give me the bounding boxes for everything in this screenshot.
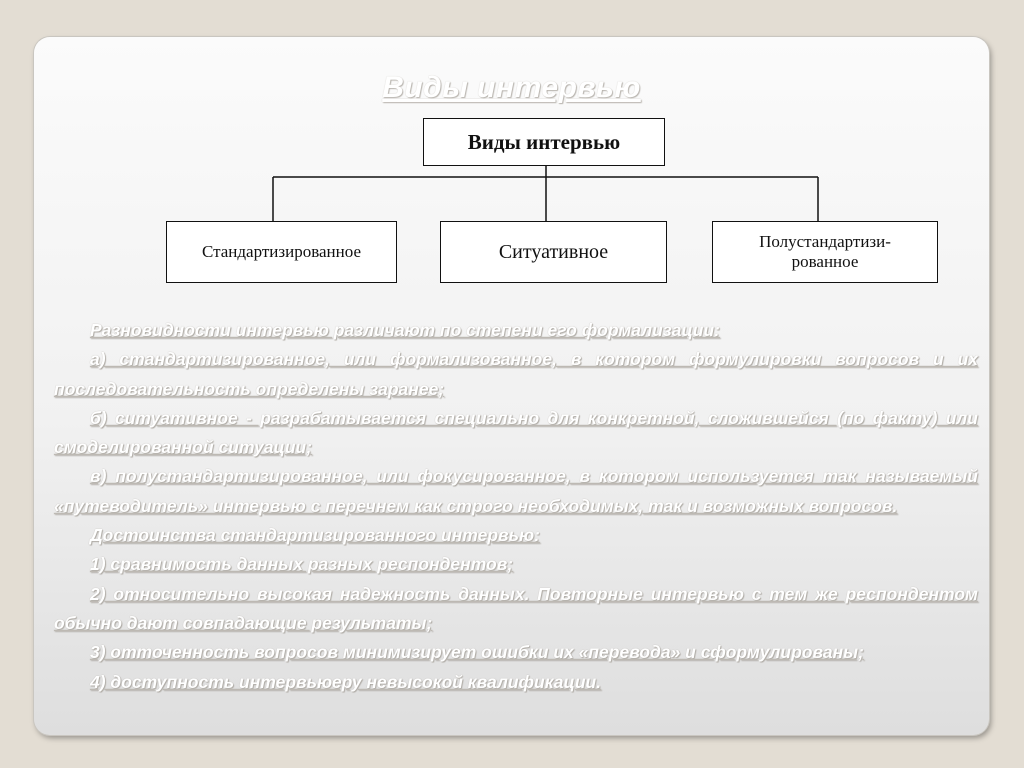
diagram-box-standardized: Стандартизированное <box>166 221 397 283</box>
slide <box>34 37 989 735</box>
body-paragraph: 3) отточенность вопросов минимизирует ошибки их «перевода» и сформулированы; <box>90 642 864 663</box>
body-paragraph: а) стандартизированное, или формализованное, в котором формулировки вопросов и их последовательность определены заранее; <box>54 349 978 399</box>
body-paragraph: 2) относительно высокая надежность данных. Повторные интервью с тем же респондентом обычно дают совпадающие результаты; <box>54 583 978 633</box>
body-paragraph: Достоинства стандартизированного интервью: <box>90 525 540 546</box>
body-paragraph: в) полустандартизированное, или фокусированное, в котором используется так называемый «путеводитель» интервью с перечнем как строго необходимых, так и возможных вопросов. <box>54 466 978 516</box>
slide-title: Виды интервью <box>382 71 641 104</box>
diagram-box-situational: Ситуативное <box>440 221 667 283</box>
slide-body-text <box>54 316 978 697</box>
body-paragraph: Разновидности интервью различают по степени его формализации: <box>90 320 720 340</box>
diagram-root-box: Виды интервью <box>423 118 665 166</box>
interview-types-diagram <box>161 111 947 287</box>
body-paragraph: 1) сравнимость данных разных респондентов; <box>90 554 514 575</box>
body-paragraph: 4) доступность интервьюеру невысокой квалификации. <box>90 671 602 692</box>
body-paragraph: б) ситуативное - разрабатывается специально для конкретной, сложившейся (по факту) или смоделированной ситуации; <box>54 407 978 458</box>
diagram-box-semistandardized: Полустандартизи- рованное <box>712 221 938 283</box>
